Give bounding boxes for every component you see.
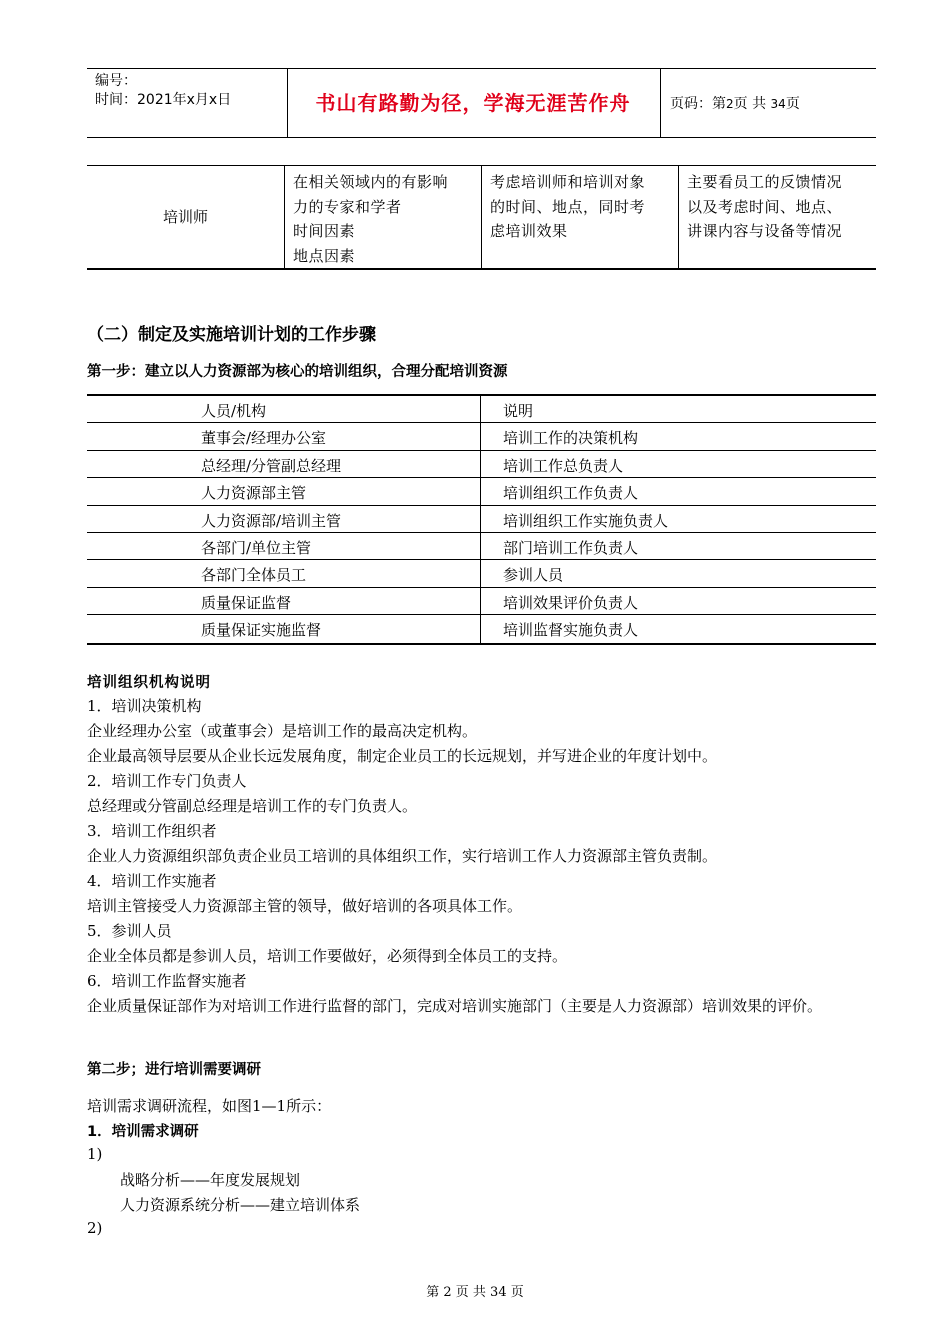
desc-line: 企业人力资源组织部负责企业员工培训的具体组织工作，实行培训工作人力资源部主管负责制。: [87, 847, 718, 865]
page-header: [87, 68, 876, 138]
cell-line: 的时间、地点，同时考: [490, 197, 646, 216]
desc-line: 企业最高领导层要从企业长远发展角度，制定企业员工的长远规划，并写进企业的年度计划中。: [87, 747, 718, 765]
table-row: [87, 588, 876, 615]
cell-line: 在相关领域内的有影响: [293, 173, 449, 191]
table-divider: [480, 560, 481, 586]
org-desc-title: 培训组织机构说明: [87, 674, 211, 691]
step2-line-1: 战略分析——年度发展规划: [120, 1171, 301, 1189]
header-page-info: [670, 93, 800, 113]
header-info: [95, 72, 231, 110]
cell-line: 虑培训效果: [490, 222, 568, 240]
date-line: 时间：2021年x月x日: [95, 92, 232, 108]
table-header-row: [87, 396, 876, 423]
desc-line: 6．培训工作监督实施者: [87, 972, 247, 990]
cell-line: 时间因素: [293, 222, 356, 240]
section-title: （二）制定及实施培训计划的工作步骤: [87, 325, 376, 345]
desc-cell: 部门培训工作负责人: [503, 538, 639, 557]
page-suffix: 页: [785, 96, 800, 112]
header-divider: [660, 69, 661, 137]
desc-cell: 培训效果评价负责人: [503, 593, 639, 612]
step2-line-2: 人力资源系统分析——建立培训体系: [120, 1196, 361, 1214]
desc-line: 5．参训人员: [87, 922, 172, 940]
page-prefix: 页码：第: [670, 96, 726, 112]
table-divider: [480, 615, 481, 642]
table-divider: [480, 478, 481, 504]
serial-label: 编号：: [95, 73, 137, 89]
role-cell: 质量保证监督: [201, 593, 292, 612]
desc-line: 总经理或分管副总经理是培训工作的专门负责人。: [87, 797, 418, 815]
page-total: 34: [770, 97, 786, 111]
desc-line: 企业质量保证部作为对培训工作进行监督的部门，完成对培训实施部门（主要是人力资源部）培训效果的评价。: [87, 997, 823, 1015]
role-cell: 总经理/分管副总经理: [201, 456, 342, 475]
desc-line: 企业经理办公室（或董事会）是培训工作的最高决定机构。: [87, 722, 478, 740]
desc-cell: 培训组织工作实施负责人: [503, 511, 669, 530]
table-row: [87, 478, 876, 505]
role-cell: 人力资源部/培训主管: [201, 511, 342, 530]
role-cell: 质量保证实施监督: [201, 621, 322, 640]
page-mid: 页 共: [733, 96, 767, 112]
step2-item-2: 2): [87, 1219, 103, 1237]
desc-line: 4．培训工作实施者: [87, 872, 217, 890]
table-divider: [480, 533, 481, 559]
table-row: [87, 560, 876, 587]
desc-cell: 培训监督实施负责人: [503, 621, 639, 640]
step2-intro: 培训需求调研流程，如图1—1所示：: [87, 1097, 332, 1115]
role-cell: 人力资源部主管: [201, 484, 307, 503]
cell-line: 考虑培训师和培训对象: [490, 173, 646, 191]
desc-line: 企业全体员都是参训人员，培训工作要做好，必须得到全体员工的支持。: [87, 947, 568, 965]
header-motto: 书山有路勤为径，学海无涯苦作舟: [315, 91, 631, 115]
desc-line: 1．培训决策机构: [87, 697, 202, 715]
role-cell: 董事会/经理办公室: [201, 429, 327, 448]
trainer-col1: [293, 170, 448, 268]
cell-line: 力的专家和学者: [293, 197, 402, 216]
trainer-col2: [490, 170, 645, 244]
org-desc-body: [87, 694, 877, 1019]
desc-cell: 培训工作总负责人: [503, 456, 624, 475]
org-table: [87, 394, 876, 645]
cell-line: 讲课内容与设备等情况: [687, 222, 843, 240]
col-header-role: 人员/机构: [201, 402, 267, 420]
table-divider: [481, 166, 482, 268]
table-row: [87, 506, 876, 533]
page-number: 2: [726, 97, 734, 111]
table-divider: [480, 451, 481, 477]
col-header-desc: 说明: [503, 402, 534, 420]
desc-line: 3．培训工作组织者: [87, 822, 217, 840]
table-row: [87, 533, 876, 560]
page-footer: 第 2 页 共 34 页: [426, 1285, 524, 1300]
desc-cell: 参训人员: [503, 566, 564, 585]
trainer-label: 培训师: [162, 208, 208, 226]
cell-line: 以及考虑时间、地点、: [687, 197, 843, 216]
cell-line: 主要看员工的反馈情况: [687, 173, 843, 191]
trainer-table: [87, 165, 876, 270]
table-divider: [284, 166, 285, 268]
step2-item-1: 1): [87, 1145, 103, 1163]
table-divider: [480, 506, 481, 532]
cell-line: 地点因素: [293, 246, 356, 265]
table-divider: [678, 166, 679, 268]
step1-title: 第一步：建立以人力资源部为核心的培训组织，合理分配培训资源: [87, 364, 508, 380]
role-cell: 各部门全体员工: [201, 566, 307, 585]
role-cell: 各部门/单位主管: [201, 538, 312, 557]
table-row: [87, 423, 876, 450]
table-divider: [480, 423, 481, 449]
table-divider: [480, 396, 481, 422]
table-divider: [480, 588, 481, 614]
table-row: [87, 615, 876, 642]
desc-cell: 培训工作的决策机构: [503, 429, 639, 448]
desc-line: 2．培训工作专门负责人: [87, 772, 247, 790]
table-row: [87, 451, 876, 478]
trainer-col3: [687, 170, 842, 244]
step2-subtitle: 1．培训需求调研: [87, 1124, 199, 1140]
desc-line: 培训主管接受人力资源部主管的领导，做好培训的各项具体工作。: [87, 897, 523, 915]
step2-title: 第二步；进行培训需要调研: [87, 1062, 261, 1078]
desc-cell: 培训组织工作负责人: [503, 484, 639, 503]
